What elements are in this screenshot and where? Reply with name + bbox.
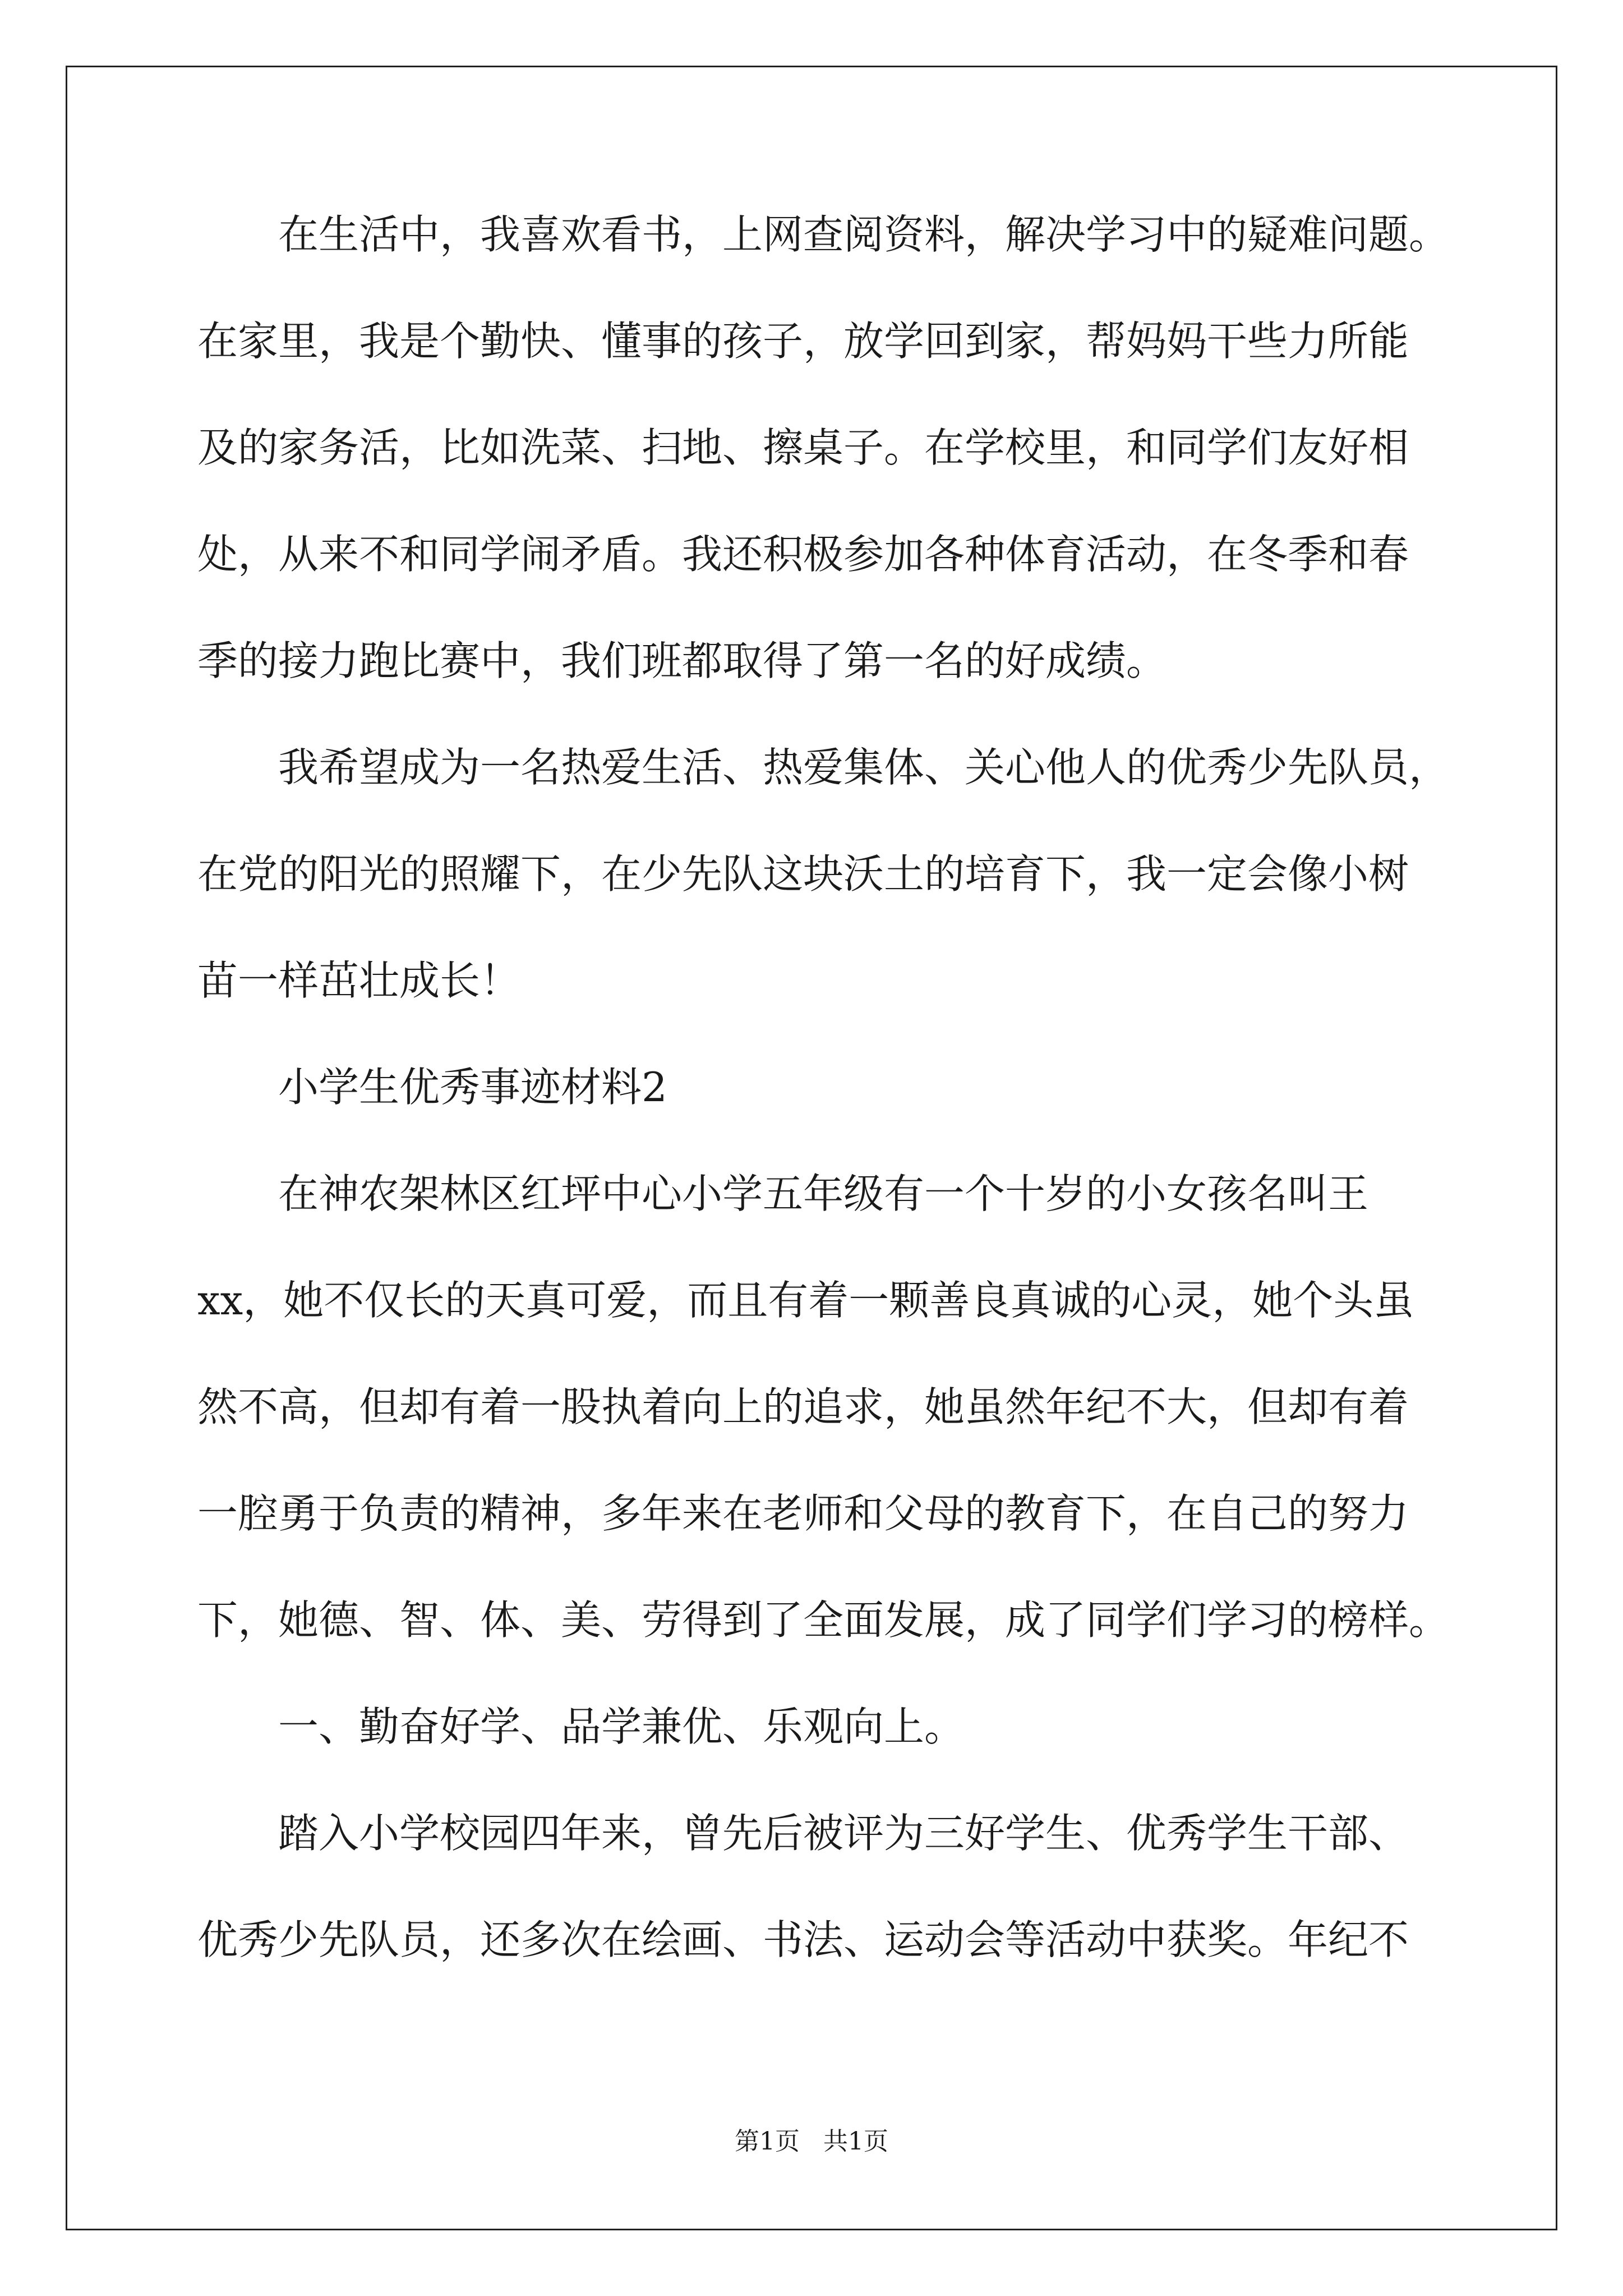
text-line: 下，她德、智、体、美、劳得到了全面发展，成了同学们学习的榜样。 [197,1596,1450,1644]
text-line: 在党的阳光的照耀下，在少先队这块沃土的培育下，我一定会像小树 [197,850,1409,898]
text-line: 苗一样茁壮成长！ [197,957,521,1004]
text-line: xx，她不仅长的天真可爱，而且有着一颗善良真诚的心灵，她个头虽 [197,1277,1414,1324]
text-line: 处，从来不和同学闹矛盾。我还积极参加各种体育活动，在冬季和春 [197,531,1409,578]
text-line: 然不高，但却有着一股执着向上的追求，她虽然年纪不大，但却有着 [197,1383,1409,1430]
section-heading: 小学生优秀事迹材料2 [278,1064,667,1111]
text-line: 在家里，我是个勤快、懂事的孩子，放学回到家，帮妈妈干些力所能 [197,318,1409,365]
text-line: 踏入小学校园四年来，曾先后被评为三好学生、优秀学生干部、 [278,1810,1409,1857]
text-line: 一腔勇于负责的精神，多年来在老师和父母的教育下，在自己的努力 [197,1490,1409,1537]
subsection-heading: 一、勤奋好学、品学兼优、乐观向上。 [278,1703,965,1750]
text-line: 优秀少先队员，还多次在绘画、书法、运动会等活动中获奖。年纪不 [197,1916,1409,1963]
text-line: 在神农架林区红坪中心小学五年级有一个十岁的小女孩名叫王 [278,1170,1369,1217]
text-line: 季的接力跑比赛中，我们班都取得了第一名的好成绩。 [197,637,1167,684]
text-line: 在生活中，我喜欢看书，上网查阅资料，解决学习中的疑难问题。 [278,211,1450,258]
page-footer: 第1页 共1页 [735,2127,888,2156]
text-line: 及的家务活，比如洗菜、扫地、擦桌子。在学校里，和同学们友好相 [197,424,1409,471]
text-line: 我希望成为一名热爱生活、热爱集体、关心他人的优秀少先队员， [278,744,1450,791]
page-border [66,66,1557,2230]
